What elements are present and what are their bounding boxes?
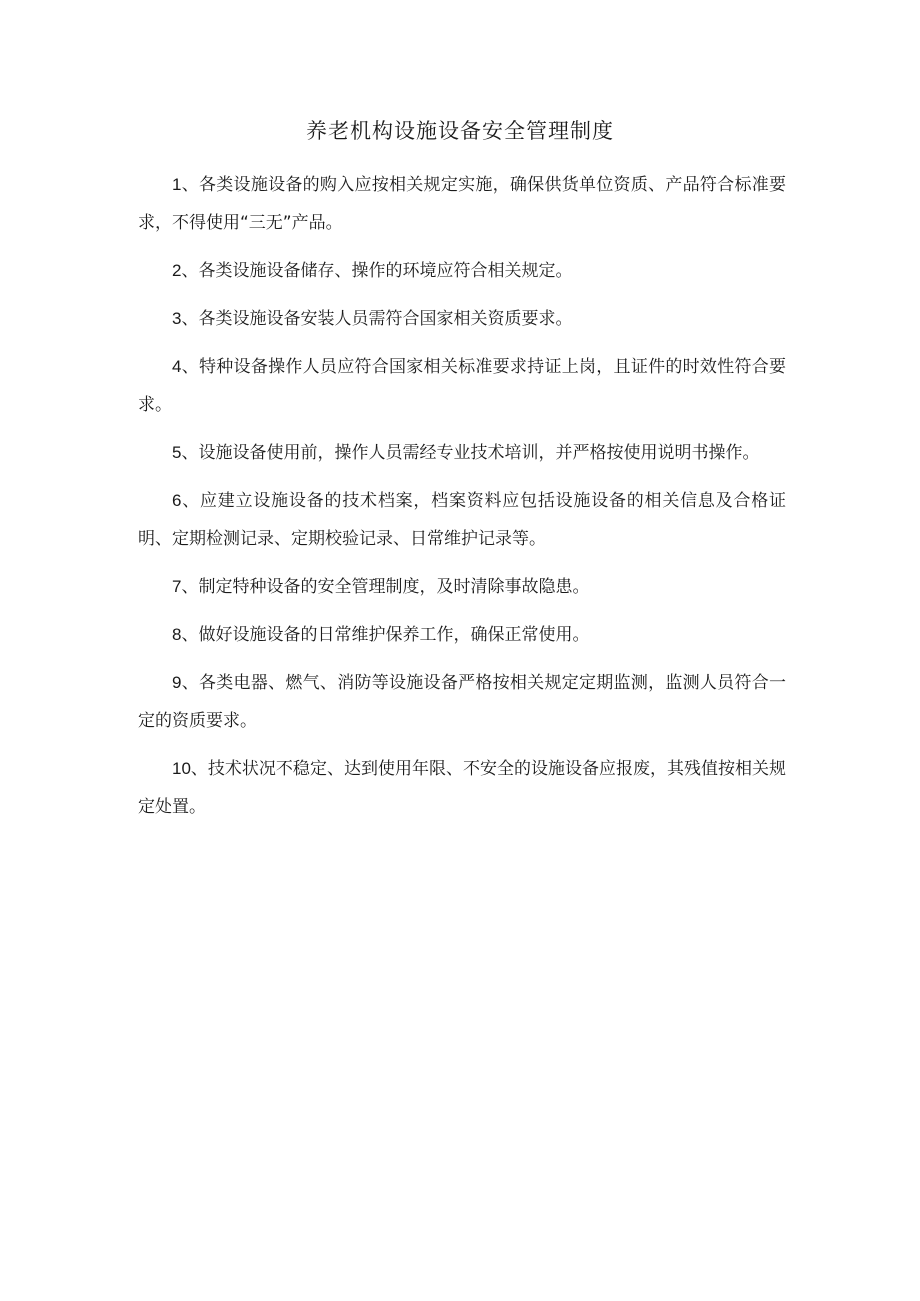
clause-text: 、特种设备操作人员应符合国家相关标准要求持证上岗，且证件的时效性符合要求。 [138, 357, 786, 415]
clause-number: 4 [172, 357, 182, 376]
clause-10 [138, 750, 786, 826]
clause-text: 、各类设施设备储存、操作的环境应符合相关规定。 [181, 261, 573, 281]
clause-number: 10 [172, 759, 191, 778]
clause-3 [138, 300, 786, 338]
clause-4 [138, 348, 786, 424]
clause-number: 7 [172, 577, 182, 596]
clause-text: 、应建立设施设备的技术档案，档案资料应包括设施设备的相关信息及合格证明、定期检测记录、定期校验记录、日常维护记录等。 [138, 491, 786, 549]
clause-text: 、各类电器、燃气、消防等设施设备严格按相关规定定期监测，监测人员符合一定的资质要求。 [138, 673, 786, 731]
clause-9 [138, 664, 786, 740]
clause-1 [138, 166, 786, 242]
clause-2 [138, 252, 786, 290]
clause-text: 、技术状况不稳定、达到使用年限、不安全的设施设备应报废，其残值按相关规定处置。 [138, 759, 786, 817]
clause-6 [138, 482, 786, 558]
document-body [138, 166, 786, 836]
clause-text: 、制定特种设备的安全管理制度，及时清除事故隐患。 [181, 577, 590, 597]
clause-number: 9 [172, 673, 182, 692]
clause-8 [138, 616, 786, 654]
clause-text: 、设施设备使用前，操作人员需经专业技术培训，并严格按使用说明书操作。 [181, 443, 760, 463]
clause-text: 、各类设施设备的购入应按相关规定实施，确保供货单位资质、产品符合标准要求，不得使用“三无”产品。 [138, 175, 786, 233]
clause-number: 2 [172, 261, 182, 280]
clause-number: 6 [172, 491, 182, 510]
clause-number: 8 [172, 625, 182, 644]
clause-5 [138, 434, 786, 472]
clause-text: 、做好设施设备的日常维护保养工作，确保正常使用。 [181, 625, 590, 645]
clause-7 [138, 568, 786, 606]
clause-number: 5 [172, 443, 182, 462]
clause-number: 1 [172, 175, 182, 194]
document-title: 养老机构设施设备安全管理制度 [306, 119, 614, 143]
clause-number: 3 [172, 309, 182, 328]
clause-text: 、各类设施设备安装人员需符合国家相关资质要求。 [181, 309, 573, 329]
